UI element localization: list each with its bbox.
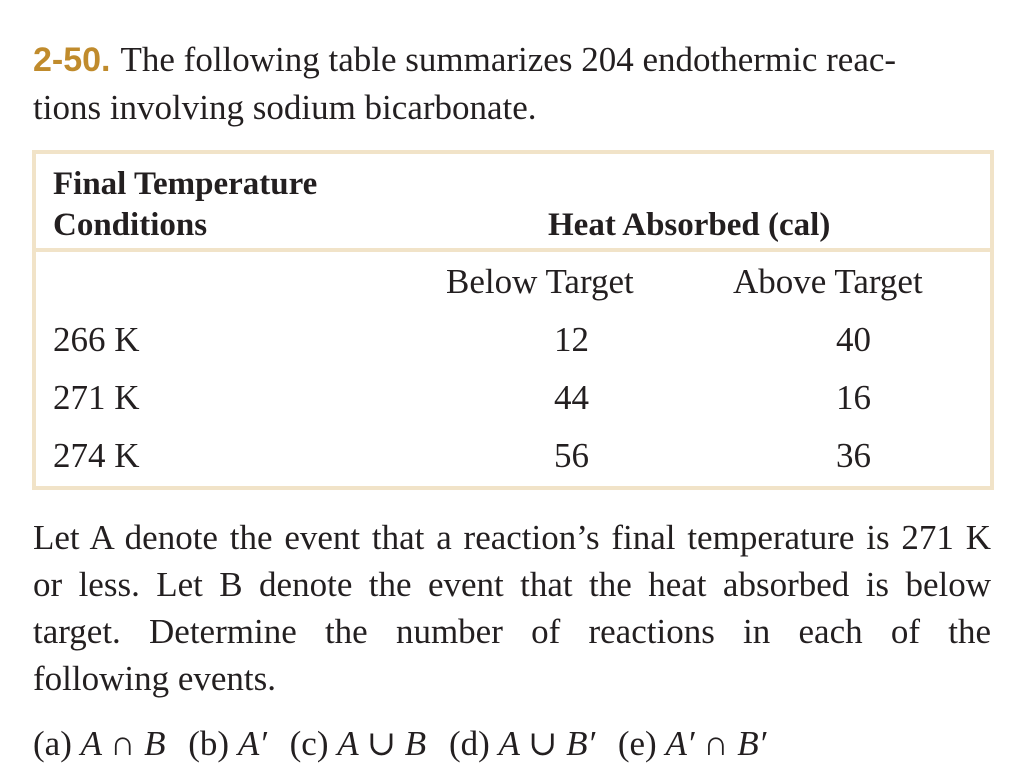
cell-above: 40 xyxy=(836,320,871,359)
part-a xyxy=(33,724,166,763)
part-label: (c) xyxy=(289,724,329,763)
question-text xyxy=(33,514,991,702)
question-parts xyxy=(33,722,780,766)
row-label: 266 K xyxy=(53,320,140,359)
data-table xyxy=(32,150,994,490)
question-line: following events. xyxy=(33,659,277,698)
intro-text-1: The following table summarizes 204 endothermic reac- xyxy=(120,40,897,79)
column-header-below: Below Target xyxy=(446,262,634,301)
cell-below: 56 xyxy=(554,436,589,475)
row-label: 271 K xyxy=(53,378,140,417)
question-line: Let A denote the event that a reaction’s final temperature is 271 K xyxy=(33,518,991,557)
row-header xyxy=(53,164,317,246)
row-label: 274 K xyxy=(53,436,140,475)
cell-below: 44 xyxy=(554,378,589,417)
intro-line-1 xyxy=(33,36,993,84)
row-header-line-2: Conditions xyxy=(53,207,208,243)
part-expression: A ∪ B xyxy=(337,724,427,763)
header-divider xyxy=(36,248,990,252)
problem-number: 2-50. xyxy=(33,41,111,79)
part-label: (a) xyxy=(33,724,72,763)
part-e xyxy=(618,724,766,763)
group-header: Heat Absorbed (cal) xyxy=(548,207,831,243)
part-label: (e) xyxy=(617,724,657,763)
intro-line-2: tions involving sodium bicarbonate. xyxy=(33,88,537,127)
part-expression: A ∪ B′ xyxy=(498,724,596,763)
part-expression: A′ ∩ B′ xyxy=(665,724,767,763)
part-b xyxy=(188,724,267,763)
question-line: target. Determine the number of reactions in each of the xyxy=(33,612,991,651)
column-header-above: Above Target xyxy=(733,262,923,301)
cell-above: 36 xyxy=(836,436,871,475)
part-expression: A′ xyxy=(237,724,267,763)
problem-statement xyxy=(33,36,993,132)
part-expression: A ∩ B xyxy=(80,724,166,763)
part-c xyxy=(290,724,427,763)
part-d xyxy=(449,724,595,763)
row-header-line-1: Final Temperature xyxy=(53,166,318,202)
part-label: (d) xyxy=(448,724,490,763)
cell-above: 16 xyxy=(836,378,871,417)
cell-below: 12 xyxy=(554,320,589,359)
part-label: (b) xyxy=(188,724,230,763)
question-line: or less. Let B denote the event that the heat absorbed is below xyxy=(33,565,991,604)
